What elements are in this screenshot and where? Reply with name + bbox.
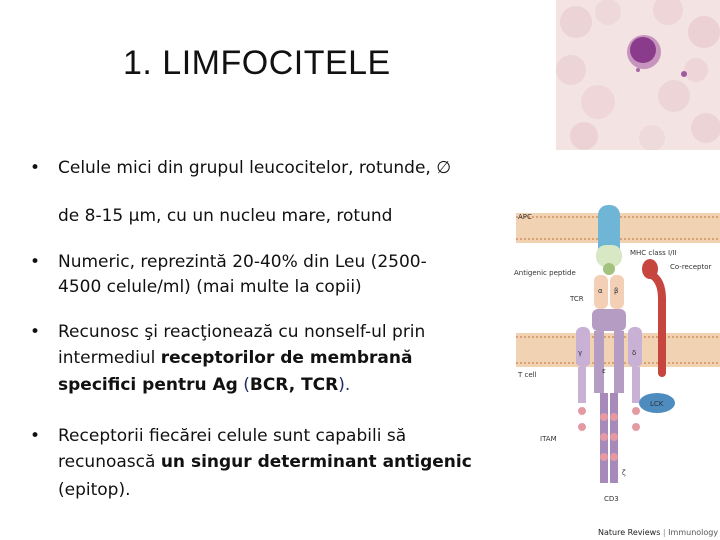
bullet-marker: • — [30, 158, 41, 178]
credit-journal: Nature Reviews — [598, 528, 661, 537]
bullet-3-line-2 — [58, 346, 412, 370]
bullet-4-line-3: (epitop). — [58, 480, 131, 500]
bullet-4-line-2-prefix: recunoască — [58, 452, 161, 472]
bullet-marker: • — [30, 426, 41, 446]
itam-label: ITAM — [540, 435, 557, 443]
bullet-2-line-1: Numeric, reprezintă 20-40% din Leu (2500- — [58, 252, 427, 272]
bullet-3-line-3 — [58, 373, 350, 397]
bullet-4-line-2 — [58, 450, 472, 474]
bullet-3-paren-open: ( — [237, 375, 250, 395]
bullet-marker: • — [30, 252, 41, 272]
bullet-4-line-1: Receptorii fiecărei celule sunt capabili să — [58, 426, 407, 446]
antigenic-peptide-label: Antigenic peptide — [514, 269, 576, 277]
lymphocyte-micrograph — [556, 0, 720, 150]
bullet-3-line-1: Recunosc şi reacţionează cu nonself-ul prin — [58, 322, 426, 342]
tcr-label: TCR — [570, 295, 584, 303]
bullet-3-emphasis-3: BCR, TCR — [249, 375, 339, 395]
t-cell-label: T cell — [518, 371, 537, 379]
zeta-label: ζ — [622, 469, 626, 477]
image-credit — [598, 528, 718, 537]
tcr-diagram — [512, 205, 720, 517]
bullet-4-emphasis: un singur determinant antigenic — [160, 452, 472, 472]
bullet-1-line-2: de 8-15 µm, cu un nucleu mare, rotund — [58, 206, 393, 226]
bullet-3-emphasis-2: specifici pentru Ag — [58, 375, 238, 395]
bullet-3-paren-close: ). — [338, 375, 351, 395]
tcr-alpha-label: α — [598, 287, 603, 295]
bullet-2-line-2: 4500 celule/ml) (mai multe la copii) — [58, 277, 362, 297]
cd3-label: CD3 — [604, 495, 619, 503]
bullet-3-line-2-prefix: intermediul — [58, 348, 161, 368]
bullet-marker: • — [30, 322, 41, 342]
credit-section: Immunology — [668, 528, 719, 537]
cd3-delta-label: δ — [632, 349, 637, 357]
mhc-label: MHC class I/II — [630, 249, 677, 257]
co-receptor-label: Co-receptor — [670, 263, 712, 271]
cd3-gamma-label: γ — [578, 349, 583, 357]
lck-label: LCK — [650, 400, 664, 408]
apc-label: APC — [518, 213, 532, 221]
tcr-beta-label: β — [614, 287, 619, 295]
slide-title: 1. LIMFOCITELE — [123, 44, 391, 82]
bullet-1-line-1: Celule mici din grupul leucocitelor, rotunde, ∅ — [58, 158, 452, 178]
cd3-epsilon-label: ε — [602, 367, 606, 375]
antigenic-peptide-shape — [603, 263, 615, 275]
credit-separator: | — [660, 528, 669, 537]
bullet-3-emphasis: receptorilor de membrană — [160, 348, 413, 368]
